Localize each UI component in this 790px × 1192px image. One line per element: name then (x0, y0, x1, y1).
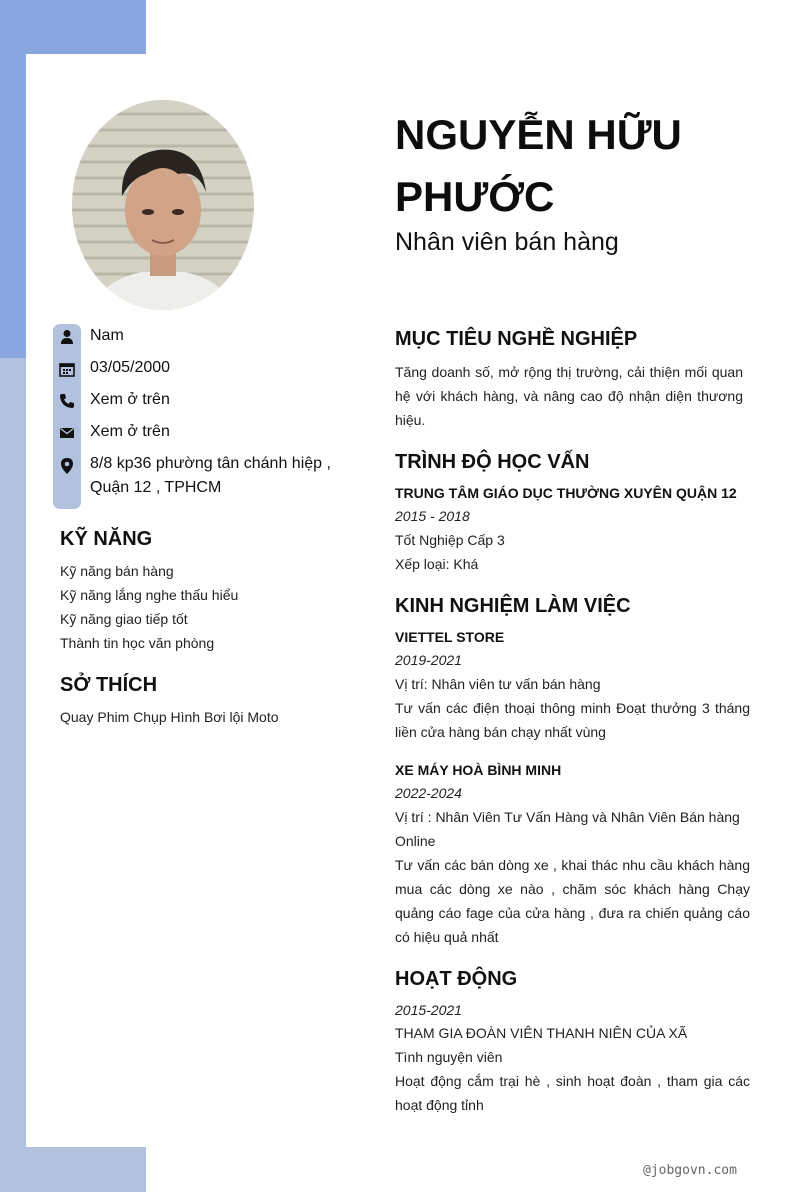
hobbies-heading: SỞ THÍCH (60, 674, 158, 696)
objective-text: Tăng doanh số, mở rộng thị trường, cải thiện mối quan hệ với khách hàng, và nâng cao độ nhận diện thương hiệu. (395, 364, 743, 428)
calendar-icon (58, 360, 76, 378)
education-heading: TRÌNH ĐỘ HỌC VẤN (395, 451, 590, 473)
job-title: Nhân viên bán hàng (395, 228, 619, 256)
job-period: 2019-2021 (395, 652, 462, 668)
candidate-name: NGUYỄN HỮU PHƯỚC (395, 111, 682, 220)
phone-value: Xem ở trên (90, 391, 170, 408)
skill-item: Kỹ năng giao tiếp tốt (60, 611, 188, 627)
person-icon (58, 328, 76, 346)
activity-role: Tình nguyện viên (395, 1049, 503, 1065)
skill-item: Thành tin học văn phòng (60, 635, 215, 651)
skill-item: Kỹ năng lắng nghe thấu hiểu (60, 587, 239, 603)
job-description: Tư vấn các điện thoại thông minh Đoạt thưởng 3 tháng liền cửa hàng bán chạy nhất vùng (395, 700, 750, 740)
contact-icon-bar (53, 324, 81, 509)
birthday-value: 03/05/2000 (90, 359, 171, 376)
profile-photo (72, 100, 254, 310)
gender-value: Nam (90, 327, 124, 344)
education-degree: Tốt Nghiệp Cấp 3 (395, 532, 505, 548)
email-value: Xem ở trên (90, 423, 170, 440)
footer-watermark: @jobgovn.com (643, 1163, 737, 1178)
phone-icon (58, 392, 76, 410)
education-period: 2015 - 2018 (395, 508, 470, 524)
objective-heading: MỤC TIÊU NGHỀ NGHIỆP (395, 328, 638, 350)
experience-heading: KINH NGHIỆM LÀM VIỆC (395, 595, 631, 617)
job-period: 2022-2024 (395, 785, 462, 801)
mail-icon (58, 424, 76, 442)
activity-period: 2015-2021 (395, 1002, 462, 1018)
location-pin-icon (58, 457, 76, 475)
hobbies-text: Quay Phim Chụp Hình Bơi lội Moto (60, 709, 279, 725)
address-line-2: Quận 12 , TPHCM (90, 479, 222, 496)
skills-heading: KỸ NĂNG (60, 528, 153, 550)
address-line-1: 8/8 kp36 phường tân chánh hiệp , (90, 455, 331, 472)
job-position: Vị trí: Nhân viên tư vấn bán hàng (395, 676, 601, 692)
education-grade: Xếp loại: Khá (395, 556, 479, 572)
activity-description: Hoạt động cắm trại hè , sinh hoạt đoàn , tham gia các hoạt động tỉnh (395, 1073, 750, 1113)
school-name: TRUNG TÂM GIÁO DỤC THƯỜNG XUYÊN QUẬN 12 (395, 485, 737, 501)
skill-item: Kỹ năng bán hàng (60, 563, 174, 579)
job-position: Vị trí : Nhân Viên Tư Vấn Hàng và Nhân Viên Bán hàng Online (395, 809, 740, 849)
activities-heading: HOẠT ĐỘNG (395, 968, 518, 990)
company-name: VIETTEL STORE (395, 629, 505, 645)
company-name: XE MÁY HOÀ BÌNH MINH (395, 762, 562, 778)
job-description: Tư vấn các bán dòng xe , khai thác nhu cầu khách hàng mua các dòng xe nào , chăm sóc khách hàng Chạy quảng cáo fage của cửa hàng , đưa ra chiến quảng cáo có hiệu quả nhất (395, 857, 750, 945)
activity-organization: THAM GIA ĐOÀN VIÊN THANH NIÊN CỦA XÃ (395, 1025, 688, 1041)
